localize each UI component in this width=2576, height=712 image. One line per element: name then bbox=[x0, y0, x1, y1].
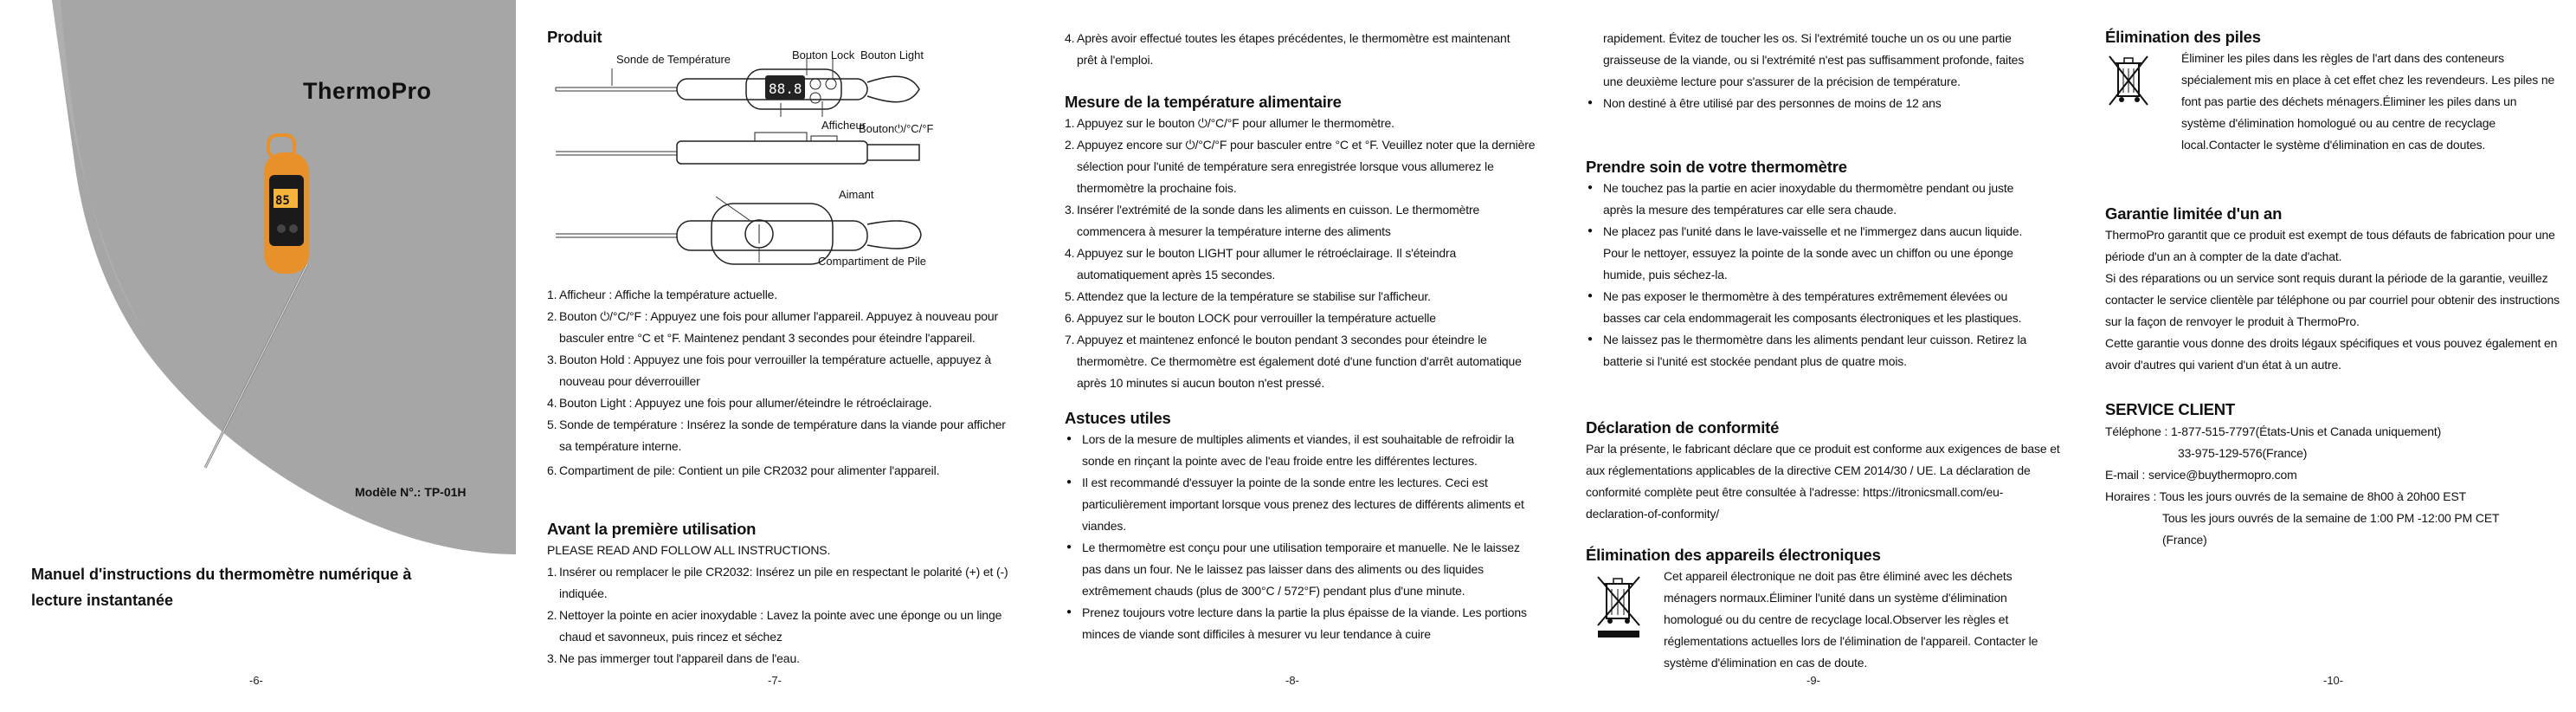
crossed-bin-icon bbox=[2107, 55, 2150, 112]
battery-disposal-heading: Élimination des piles bbox=[2105, 28, 2261, 46]
list-item: ● Il est recommandé d'essuyer la pointe de la sonde entre les lectures. Ceci est particulièrement important lorsque vous prenez des lectures de différents aliments et viandes. bbox=[1065, 472, 1536, 537]
measure-heading: Mesure de la température alimentaire bbox=[1065, 93, 1342, 111]
service-contact bbox=[2105, 421, 2568, 551]
care-heading: Prendre soin de votre thermomètre bbox=[1586, 158, 1847, 176]
model-label: Modèle N°.: TP-01H bbox=[355, 485, 467, 499]
list-item: 2. Appuyez encore sur ⏻/°C/°F pour basculer entre °C et °F. Veuillez noter que la dernière sélection pour l'unité de température sera enregistrée lorsque vous allumerez le thermomètre la prochaine fois. bbox=[1065, 138, 1536, 195]
label-power: Bouton⏻/°C/°F bbox=[859, 122, 934, 135]
warranty-heading: Garantie limitée d'un an bbox=[2105, 204, 2283, 223]
list-item: 5. Sonde de température : Insérez la sonde de température dans la viande pour afficher sa température interne. bbox=[547, 417, 1006, 453]
page-10 bbox=[2105, 0, 2576, 712]
phone-row bbox=[2105, 421, 2568, 443]
list-item: 4. Appuyez sur le bouton LIGHT pour allumer le rétroéclairage. Il s'éteindra automatiquement après 15 secondes. bbox=[1065, 246, 1457, 282]
hours-row-3: (France) bbox=[2162, 533, 2207, 547]
phone-number[interactable]: 33-975-129-576(France) bbox=[2178, 446, 2308, 460]
hours-label: Horaires : bbox=[2105, 489, 2160, 503]
list-item: ● Le thermomètre est conçu pour une utilisation temporaire et manuelle. Ne le laissez pas dans un four. Ne le laissez pas laisser dans des aliments ou des liquides extrêmement chauds (plus de 300°C / 572°F) pendant plus d'une minute. bbox=[1065, 537, 1536, 602]
list-item: 6. Compartiment de pile: Contient un pile CR2032 pour alimenter l'appareil. bbox=[547, 463, 940, 477]
weee-text: Cet appareil électronique ne doit pas être éliminé avec les déchets ménagers normaux.Éliminer l'unité dans un système d'élimination homologué ou du centre de recyclage local.Observer les règles et réglementations actuelles lors de l'élimination de l'appareil. Contacter le système d'élimination en cas de doute. bbox=[1664, 569, 2038, 670]
warranty-paragraph: Cette garantie vous donne des droits légaux spécifiques et vous pouvez également en avoir d'autres qui varient d'un état à un autre. bbox=[2105, 336, 2558, 372]
label-probe: Sonde de Température bbox=[616, 53, 731, 66]
age-note-list bbox=[1586, 93, 2036, 114]
manual-title-line1: Manuel d'instructions du thermomètre numérique à bbox=[31, 566, 412, 583]
page-number: -6- bbox=[249, 674, 263, 687]
list-item: 1. Appuyez sur le bouton ⏻/°C/°F pour allumer le thermomètre. bbox=[1065, 116, 1394, 130]
list-item: ● Ne laissez pas le thermomètre dans les aliments pendant leur cuisson. Retirez la batterie si l'unité est stockée pendant plus de quatre mois. bbox=[1586, 329, 2036, 372]
hours-row-2: Tous les jours ouvrés de la semaine de 1:00 PM -12:00 PM CET bbox=[2162, 511, 2500, 525]
list-item: ● Ne touchez pas la partie en acier inoxydable du thermomètre pendant ou juste après la mesure des températures car elle sera chaude. bbox=[1586, 178, 2036, 221]
battery-disposal-text: Éliminer les piles dans les règles de l'art dans des conteneurs spécialement mis en place à cet effet chez les revendeurs. Les piles ne font pas partie des déchets ménagers.Éliminer les piles dans un système d'élimination homologué ou au centre de recyclage local.Contacter le système d'élimination en cas de doutes. bbox=[2181, 51, 2555, 152]
page-number: -9- bbox=[1806, 674, 1820, 687]
brand-logo: ThermoPro bbox=[303, 78, 432, 104]
email-row bbox=[2105, 464, 2568, 486]
list-item: ● Prenez toujours votre lecture dans la partie la plus épaisse de la viande. Les portions minces de viande sont difficiles à mesurer vu leur tendance à cuire bbox=[1065, 602, 1536, 645]
list-item: 2. Nettoyer la pointe en acier inoxydable : Lavez la pointe avec une éponge ou un linge chaud et savonneux, puis rincez et séchez bbox=[547, 608, 1002, 644]
before-first-use-section bbox=[547, 540, 1014, 670]
label-display: Afficheur bbox=[821, 119, 866, 132]
email-label: E-mail : bbox=[2105, 468, 2148, 482]
manual-title bbox=[31, 561, 411, 613]
list-item: ● Ne placez pas l'unité dans le lave-vaisselle et ne l'immergez dans aucun liquide. Pour le nettoyer, essuyez la pointe de la sonde avec un chiffon ou une éponge humide, puis séchez-la. bbox=[1586, 221, 2036, 286]
warranty-text bbox=[2105, 224, 2568, 376]
hours-value: Tous les jours ouvrés de la semaine de 8h00 à 20h00 EST bbox=[2159, 489, 2467, 503]
conformity-text: Par la présente, le fabricant déclare que ce produit est conforme aux exigences de base et aux réglementations applicables de la directive CEM 2014/30 / UE. La déclaration de conformité complète peut être consultée à l'adresse: https://itronicsmall.com/eu-declaration-of-conformity/ bbox=[1586, 442, 2060, 521]
page-number: -8- bbox=[1285, 674, 1299, 687]
list-item: 2. Bouton ⏻/°C/°F : Appuyez une fois pour allumer l'appareil. Appuyez à nouveau pour basculer entre °C et °F. Maintenez pendant 3 secondes pour éteindre l'appareil. bbox=[547, 309, 998, 345]
label-battery: Compartiment de Pile bbox=[818, 255, 926, 268]
before-intro: PLEASE READ AND FOLLOW ALL INSTRUCTIONS. bbox=[547, 543, 831, 557]
product-heading: Produit bbox=[547, 28, 602, 46]
warranty-paragraph: Si des réparations ou un service sont requis durant la période de la garantie, veuillez contacter le service clientèle par téléphone ou par courriel pour obtenir des instructions sur la façon de renvoyer le produit à ThermoPro. bbox=[2105, 271, 2560, 328]
care-list bbox=[1586, 178, 2036, 372]
svg-text:85: 85 bbox=[275, 194, 290, 208]
phone-number[interactable]: 1-877-515-7797(États-Unis et Canada uniquement) bbox=[2171, 424, 2442, 438]
list-item: 1. Afficheur : Affiche la température actuelle. bbox=[547, 288, 778, 301]
list-item: 5. Attendez que la lecture de la température se stabilise sur l'afficheur. bbox=[1065, 289, 1431, 303]
measure-steps bbox=[1065, 113, 1536, 394]
page-number: -7- bbox=[768, 674, 782, 687]
list-item: 1. Insérer ou remplacer le pile CR2032: Insérez un pile en respectant le polarité (+) et (-) indiquée. bbox=[547, 565, 1008, 600]
page-8 bbox=[1065, 0, 1549, 712]
product-diagram bbox=[547, 48, 1032, 282]
tips-heading: Astuces utiles bbox=[1065, 409, 1171, 427]
list-item: ● Lors de la mesure de multiples aliments et viandes, il est souhaitable de refroidir la sonde en rinçant la pointe avec de l'eau froide entre les différentes lectures. bbox=[1065, 429, 1536, 472]
list-item: 7. Appuyez et maintenez enfoncé le bouton pendant 3 secondes pour éteindre le thermomètre. Ce thermomètre est également doté d'une function d'arrêt automatique après 10 minutes si aucun bouton n'est pressé. bbox=[1065, 333, 1522, 390]
conformity-heading: Déclaration de conformité bbox=[1586, 418, 1780, 437]
svg-text:88.8: 88.8 bbox=[769, 81, 802, 97]
label-lock: Bouton Lock bbox=[792, 49, 855, 61]
hours-row bbox=[2105, 486, 2568, 508]
before-steps-continued bbox=[1065, 28, 1515, 71]
crossed-bin-icon bbox=[1594, 575, 1643, 639]
list-item: ● Non destiné à être utilisé par des personnes de moins de 12 ans bbox=[1586, 93, 2036, 114]
page-6 bbox=[0, 0, 516, 712]
phone-label: Téléphone : bbox=[2105, 424, 2172, 438]
list-item: 6. Appuyez sur le bouton LOCK pour verrouiller la température actuelle bbox=[1065, 311, 1436, 325]
tips-list bbox=[1065, 429, 1536, 645]
list-item: ● Ne pas exposer le thermomètre à des températures extrêmement élevées ou basses car cela endommagerait les composants électroniques et les plastiques. bbox=[1586, 286, 2036, 329]
label-magnet: Aimant bbox=[839, 188, 874, 201]
email-link[interactable]: service@buythermopro.com bbox=[2148, 468, 2297, 482]
list-item: 3. Insérer l'extrémité de la sonde dans les aliments en cuisson. Le thermomètre commencera à mesurer la température interne des aliments bbox=[1065, 203, 1480, 238]
warranty-paragraph: ThermoPro garantit que ce produit est exempt de tous défauts de fabrication pour une période d'un an à compter de la date d'achat. bbox=[2105, 228, 2555, 263]
thermometer-illustration bbox=[186, 130, 359, 476]
tip-continuation: rapidement. Évitez de toucher les os. Si l'extrémité touche un os ou une partie graisseuse de la viande, ou si l'extrémité n'est pas suffisamment profonde, faites une deuxième lecture pour s'assurer de la précision de température. bbox=[1603, 31, 2025, 88]
page-9 bbox=[1586, 0, 2070, 712]
phone-row-2 bbox=[2105, 443, 2568, 464]
parts-list bbox=[547, 284, 1014, 482]
before-first-use-heading: Avant la première utilisation bbox=[547, 520, 757, 538]
manual-title-line2: lecture instantanée bbox=[31, 592, 174, 609]
list-item: 3. Bouton Hold : Appuyez une fois pour verrouiller la température actuelle, appuyez à nouveau pour déverrouiller bbox=[547, 353, 992, 388]
before-steps bbox=[547, 561, 1014, 670]
list-item: 4. Bouton Light : Appuyez une fois pour allumer/éteindre le rétroéclairage. bbox=[547, 396, 932, 410]
list-item: 3. Ne pas immerger tout l'appareil dans de l'eau. bbox=[547, 651, 800, 665]
tips-continued bbox=[1586, 28, 2036, 114]
list-item: 4. Après avoir effectué toutes les étapes précédentes, le thermomètre est maintenant prêt à l'emploi. bbox=[1065, 31, 1510, 67]
service-heading: SERVICE CLIENT bbox=[2105, 400, 2236, 418]
weee-heading: Élimination des appareils électroniques bbox=[1586, 546, 1881, 564]
page-number: -10- bbox=[2323, 674, 2344, 687]
label-light: Bouton Light bbox=[860, 49, 924, 61]
page-7 bbox=[547, 0, 1032, 712]
